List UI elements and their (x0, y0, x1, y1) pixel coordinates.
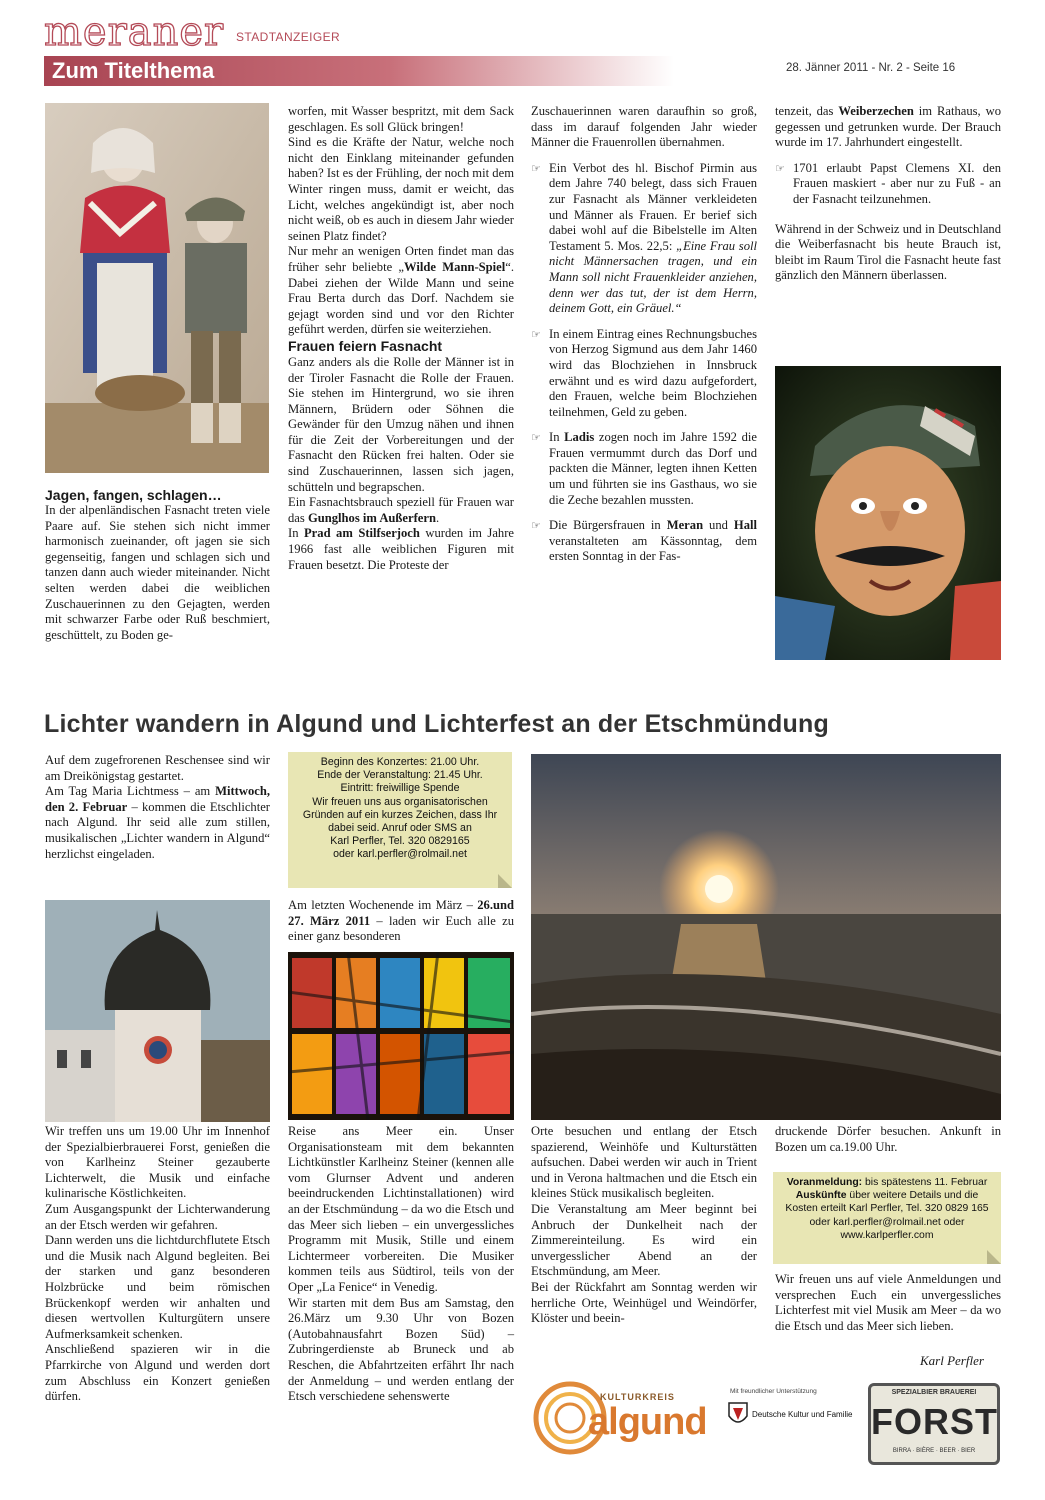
paragraph: Wir starten mit dem Bus am Samstag, den 26.März um 9.30 Uhr von Bozen (Autobahnausfahrt Bozen Süd) – Zubringerdienste ab Bruneck und ab Reschen, die Abfahrtzeiten erfährt Ihr nach der Anmeldung – und werden entlang der Etsch verschiedene sehenswerte (288, 1295, 514, 1404)
issue-line: 28. Jänner 2011 - Nr. 2 - Seite 16 (786, 62, 956, 74)
photo-costumed-couple (45, 103, 269, 473)
logo-text-small: BIRRA · BIÈRE · BEER · BIER (892, 1448, 976, 1454)
photo-carnival-mask (775, 366, 1001, 660)
article2-column-3 (531, 1124, 757, 1327)
paragraph: Ein Fasnachtsbrauch speziell für Frauen war das Gunglhos im Außerfern. (288, 495, 514, 525)
page-curl-icon (987, 1250, 1001, 1264)
concert-info-box (288, 752, 512, 888)
logo-text-small: Mit freundlicher Unterstützung (730, 1388, 817, 1395)
pointing-hand-icon: ☞ (531, 431, 541, 445)
section-title: Zum Titelthema (52, 58, 215, 83)
paragraph: Am letzten Wochenende im März – 26.und 27. März 2011 – laden wir Euch alle zu einer ganz besonderen (288, 898, 514, 944)
pointing-hand-icon: ☞ (531, 519, 541, 533)
pointing-hand-icon: ☞ (775, 161, 785, 175)
photo-costumed-couple-image (45, 103, 269, 473)
paragraph: Die Veranstaltung am Meer beginnt bei Anbruch der Dunkelheit nach der Zimmereinteilung. Es wird ein unvergesslicher Abend an der Etschmündung, am Meer. (531, 1201, 757, 1279)
paragraph: druckende Dörfer besuchen. Ankunft in Bozen um ca.19.00 Uhr. (775, 1124, 1001, 1154)
paragraph: In Prad am Stilfserjoch wurden im Jahre 1966 fast alle weiblichen Figuren mit Frauen besetzt. Die Proteste der (288, 526, 514, 572)
article2-headline: Lichter wandern in Algund und Lichterfest an der Etschmündung (44, 710, 829, 738)
logo-text-small: KULTURKREIS (600, 1392, 675, 1402)
paragraph: Auf dem zugefrorenen Reschensee sind wir am Dreikönigstag gestartet. (45, 753, 270, 783)
logo-text-small: SPEZIALBIER BRAUEREI (891, 1389, 977, 1396)
paragraph: Orte besuchen und entlang der Etsch spazierend, Weinhöfe und Kulturstätten aufsuchen. Dabei werden wir auch in Trient und in Verona haltmachen und die Etsch ein kleines Stück musikalisch begleiten. (531, 1124, 757, 1201)
subheading: Frauen feiern Fasnacht (288, 337, 443, 354)
paragraph: Wir freuen uns auf viele Anmeldungen und versprechen Euch ein unvergessliches Lichterfest mit viel Musik am Meer – da wo die Etsch und das Meer sich lieben. (775, 1272, 1001, 1333)
paragraph: Nur mehr an wenigen Orten findet man das früher sehr beliebte „Wilde Mann-Spiel“. Dabei ziehen der Wilde Mann und seine Frau Berta durch das Dorf. Nachdem sie gejagt worden sind und vor den Richter geführt werden, dürfen sie weiterziehen. (288, 244, 514, 337)
bullet-item: ☞ 1701 erlaubt Papst Clemens XI. den Frauen maskiert - aber nur zu Fuß - an der Fasnacht teilzunehmen. (775, 160, 1001, 206)
notice-line: Auskünfte über weitere Details und die (795, 1190, 979, 1202)
pointing-hand-icon: ☞ (531, 327, 541, 341)
paragraph: Sind es die Kräfte der Natur, welche noch nicht den Einklang miteinander gefunden haben? Ist es der Frühling, der noch mit dem Winter ringen muss, damit er weicht, das Licht, welches angekündigt ist, aber noch nicht weiß, ob es auch in diesem Jahr wieder seinen Platz findet? (288, 135, 514, 243)
bullet-item: ☞ Die Bürgersfrauen in Meran und Hall veranstalteten am Kässonntag, dem ersten Sonntag in der Fas- (531, 518, 758, 564)
photo-caption-text: In der alpenländischen Fasnacht treten viele Paare auf. Sie stehen sich nicht immer harmonisch zueinander, oft jagen sie sich gegenseitig, fangen und schlagen sich und tanzen dann auch wieder miteinander. Nicht selten werden dabei die weiblichen Zuschauerinnen zu den Gejagten, werden mit schwarzer Farbe oder Ruß beschmiert, geschüttelt, zu Boden ge- (45, 503, 270, 642)
notice-line: www.karlperfler.com (840, 1229, 934, 1241)
brand-logo: meraner (44, 9, 225, 55)
logo-text: Deutsche Kultur und Familie (752, 1410, 853, 1419)
bullet-item: ☞ In einem Eintrag eines Rechnungsbuches von Herzog Sigmund aus dem Jahr 1460 wird das Blochziehen in Innsbruck erwähnt und es wird dazu aufgefordert, den Frauen, welche beim Blochziehen teilnehmen, Geld zu geben. (531, 326, 757, 419)
paragraph: Während in der Schweiz und in Deutschland die Weiberfasnacht bis heute Brauch ist, bleibt im Raum Tirol die Fasnacht heute fast gänzlich den Männern überlassen. (775, 221, 1001, 283)
article1-column-1 (45, 487, 270, 643)
article1-column-3 (531, 104, 757, 565)
notice-line: oder karl.perfler@rolmail.net oder (809, 1216, 965, 1228)
paragraph: Reise ans Meer ein. Unser Organisationsteam mit dem bekannten Lichtkünstler Karlheinz Steiner (kennen alle vom Glurnser Advent und anderen beeindruckenden Lichtinstallationen) wird an der Etschmündung – da wo die Etsch und das Meer sich lieben – ein unvergessliches Programm mit Musik, Stille und einem Lichtermeer vorbereiten. Die Musiker kommen teils aus Südtirol, teils von der Oper „La Fenice“ in Venedig. (288, 1124, 514, 1294)
province-logo (724, 1388, 854, 1448)
notice-line: oder karl.perfler@rolmail.net (333, 848, 467, 861)
article2-column-1 (45, 753, 270, 862)
paragraph: Bei der Rückfahrt am Sonntag werden wir herrliche Orte, Weinhügel und Weindörfer, Klöster und beein- (531, 1279, 757, 1326)
coat-of-arms-icon (728, 1402, 748, 1428)
article2-column-2-continued (288, 1124, 514, 1405)
photo-sunset-sea (531, 754, 1001, 1120)
registration-info-box (773, 1172, 1001, 1264)
photo-stained-glass (288, 952, 514, 1120)
article1-column-4 (775, 104, 1001, 284)
paragraph: Ganz anders als die Rolle der Männer ist in der Tiroler Fasnacht die Rolle der Frauen. Sie stehen im Hintergrund, wo sie ihren Männern, Brüdern oder Söhnen die Gewänder für den Umzug nähen und ihnen für die Zeit der Vorbereitungen und der Fasnacht den Rücken frei halten. Oder sie sind Zuschauerinnen, lassen sich jagen, schütteln und begrapschen. (288, 354, 514, 494)
paragraph: Dann werden uns die lichtdurchflutete Etsch und die Musik nach Algund begleiten. Bei der starken und ganz besonderen Holzbrücke und beim römischen Brückenkopf werden wir anhalten und diesen wertvollen Kulturgütern unsere Aufmerksamkeit schenken. (45, 1233, 270, 1341)
forst-brewery-logo (868, 1383, 1000, 1465)
notice-line: Karl Perfler, Tel. 320 0829165 (330, 835, 470, 848)
photo-onion-dome-tower (45, 900, 270, 1122)
photo-stained-glass-image (288, 952, 514, 1120)
bullet-item: ☞ In Ladis zogen noch im Jahre 1592 die Frauen vermummt durch das Dorf und packten die Männer, legten ihnen Ketten um und führten sie ins Gasthaus, wo sie die Zeche bezahlen mussten. (531, 430, 757, 507)
paragraph: Am Tag Maria Lichtmess – am Mittwoch, den 2. Februar – kommen die Etschlichter nach Algund. Ihr seid alle zum stillen, musikalischen „Lichter wandern in Algund“ herzlichst eingeladen. (45, 784, 271, 861)
notice-line: Kosten erteilt Karl Perfler, Tel. 320 0829 165 (785, 1203, 989, 1215)
paragraph: Wir treffen uns um 19.00 Uhr im Innenhof der Spezialbierbrauerei Forst, genießen die von Karlheinz Steiner gezauberte Lichterwelt, die Musik und einfache kulinarische Köstlichkeiten. (45, 1124, 270, 1201)
paragraph: worfen, mit Wasser bespritzt, mit dem Sack geschlagen. Es soll Glück bringen! (288, 104, 514, 134)
notice-line: Wir freuen uns aus organisatorischen (312, 795, 488, 808)
photo-onion-dome-tower-image (45, 900, 270, 1122)
article2-column-4-continued (775, 1272, 1001, 1334)
page-curl-icon (498, 874, 512, 888)
article2-column-2 (288, 898, 514, 945)
notice-line: Beginn des Konzertes: 21.00 Uhr. (320, 756, 480, 768)
logo-text: FORST (871, 1401, 998, 1442)
paragraph: Anschließend spazieren wir in die Pfarrkirche von Algund und werden dort zum Abschluss ein Konzert genießen dürfen. (45, 1342, 270, 1404)
paragraph: tenzeit, das Weiberzechen im Rathaus, wo gegessen und getrunken wurde. Der Brauch wurde im 17. Jahrhundert eingestellt. (775, 104, 1002, 150)
notice-line: Voranmeldung: bis spätestens 11. Februar (786, 1177, 988, 1188)
photo-caption-title: Jagen, fangen, schlagen… (45, 487, 222, 503)
notice-line: Ende der Veranstaltung: 21.45 Uhr. (317, 769, 483, 782)
paragraph: Zum Ausgangspunkt der Lichterwanderung an der Etsch werden wir gefahren. (45, 1201, 270, 1232)
kulturkreis-algund-logo (532, 1376, 707, 1458)
brand-subtitle: STADTANZEIGER (236, 30, 341, 44)
bullet-item: ☞ Ein Verbot des hl. Bischof Pirmin aus dem Jahre 740 belegt, dass sich Frauen zur Fasnacht als Männer verkleideten und Männer als Frauen. Er berief sich dabei wohl auf die Bibelstelle im Alten Testament 5. Mos. 22,5: „Eine Frau soll nicht Männersachen tragen, und ein Mann soll nicht Frauenkleider anziehen, denn wer das tut, der ist dem Herrn, deinem Gott, ein Gräuel.“ (531, 160, 758, 316)
notice-line: Eintritt: freiwillige Spende (340, 782, 460, 795)
paragraph: Zuschauerinnen waren daraufhin so groß, dass im darauf folgenden Jahr wieder Männer die Frauenrollen übernahmen. (531, 104, 757, 150)
photo-sunset-sea-image (531, 754, 1001, 1120)
article1-column-2 (288, 104, 514, 573)
article2-column-1-continued (45, 1124, 270, 1405)
notice-line: dabei seid. Anruf oder SMS an (328, 822, 472, 835)
photo-carnival-mask-image (775, 366, 1001, 660)
article2-column-4 (775, 1124, 1001, 1155)
logo-text: algund (588, 1401, 707, 1443)
pointing-hand-icon: ☞ (531, 161, 541, 175)
author-signature: Karl Perfler (920, 1353, 984, 1368)
notice-line: Gründen auf ein kurzes Zeichen, dass Ihr (302, 808, 498, 821)
